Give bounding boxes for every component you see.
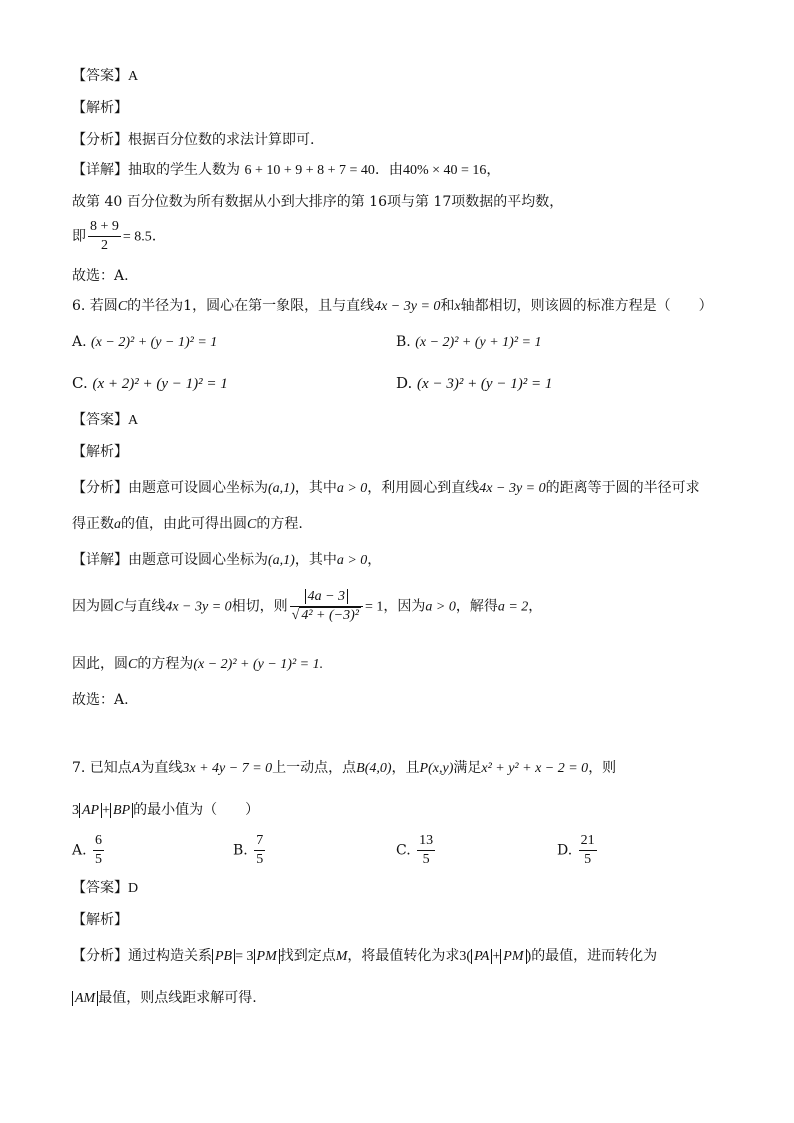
line-equation: 4x − 3y = 0	[374, 299, 441, 314]
math-var: x	[454, 299, 461, 314]
q7-option-d	[557, 832, 599, 869]
distance-fraction	[290, 588, 363, 625]
q6-option-b	[396, 332, 541, 353]
fraction-denominator: 5	[422, 852, 430, 867]
option-fraction	[579, 832, 597, 869]
answer-tag: 【答案】	[72, 880, 128, 896]
q7-stem-line2	[72, 800, 259, 821]
option-label: C.	[72, 374, 88, 392]
q6-stem	[72, 296, 713, 317]
abs-am: AM	[72, 991, 98, 1006]
option-fraction	[417, 832, 435, 869]
stem-text: 6. 若圆	[72, 298, 118, 314]
line-equation: 4x − 3y = 0	[479, 481, 546, 496]
q5-fenxi-line	[72, 130, 314, 150]
option-label: D.	[557, 842, 573, 859]
q7-fenxi-line2	[72, 988, 257, 1009]
q6-xiangjie-line	[72, 550, 381, 571]
punctuation: ，	[367, 552, 382, 568]
xiangjie-text: ．由	[374, 162, 403, 178]
condition: a > 0	[425, 599, 456, 615]
fenxi-tag: 【分析】	[72, 948, 128, 964]
q5-answer-line	[72, 66, 138, 87]
xiangjie-text: 的方程为	[137, 656, 194, 672]
percent-expression: 40% × 40 = 16	[402, 163, 487, 178]
fraction-numerator: 8 + 9	[88, 218, 121, 237]
fenxi-tag: 【分析】	[72, 480, 128, 496]
answer-tag: 【答案】	[72, 412, 128, 428]
q5-xiangjie-line	[72, 160, 500, 181]
xiangjie-text: 由题意可设圆心坐标为	[128, 552, 268, 568]
abs-expression: 4a − 3	[305, 589, 348, 604]
sqrt-expression: 4² + (−3)²	[301, 608, 359, 623]
punctuation: ．	[151, 228, 166, 245]
q7-answer-line	[72, 878, 138, 899]
q6-option-a	[72, 332, 217, 353]
q7-option-c	[396, 832, 437, 869]
q5-result-line	[72, 218, 166, 255]
option-fraction	[93, 832, 104, 869]
fraction-denominator: 5	[256, 852, 264, 867]
fraction-denominator: 5	[584, 852, 592, 867]
fraction-numerator: 13	[417, 832, 435, 851]
fraction-numerator: 21	[579, 832, 597, 851]
stem-text: 7. 已知点	[72, 760, 132, 776]
abs-pb: PB	[212, 949, 235, 964]
fraction-numerator: 7	[254, 832, 265, 851]
q6-fenxi-line	[72, 478, 700, 499]
math-var: C	[114, 599, 124, 615]
stem-text: ，且	[391, 760, 420, 776]
sum-expression: 6 + 10 + 9 + 8 + 7 = 40	[244, 163, 375, 178]
xiangjie-text: ，其中	[294, 552, 337, 568]
punctuation: ，	[486, 162, 501, 178]
xiangjie-text: 因此，圆	[72, 656, 128, 672]
q5-percentile-line	[72, 192, 563, 212]
stem-text: 上一动点，点	[272, 760, 357, 776]
option-label: A.	[72, 334, 87, 350]
abs-bp: BP	[110, 803, 133, 818]
abs-pm: PM	[500, 949, 526, 964]
xiangjie-text: ，解得	[455, 598, 498, 615]
xiangjie-tag: 【详解】	[72, 552, 128, 568]
punctuation: ，	[528, 598, 543, 615]
option-fraction	[254, 832, 265, 869]
option-label: C.	[396, 842, 411, 859]
fraction-denominator: √ 4² + (−3)²	[291, 608, 359, 623]
distance-result: = 1	[364, 599, 384, 615]
q6-option-d	[396, 373, 552, 394]
option-label: A.	[72, 842, 87, 859]
fraction-numerator	[290, 588, 363, 607]
xiangjie-text: 相切，则	[231, 598, 288, 615]
q5-guxuan-line	[72, 266, 129, 286]
stem-text: ，则	[588, 760, 617, 776]
fenxi-text: 的方程.	[256, 516, 303, 532]
condition: a > 0	[336, 481, 368, 496]
analysis-tag: 【解析】	[72, 100, 128, 116]
q7-option-a	[72, 832, 106, 869]
point-p: P(x,y)	[419, 761, 454, 776]
abs-pa: PA	[471, 949, 492, 964]
choice-conclusion: 故选：A.	[72, 692, 129, 708]
math-var: a	[114, 517, 121, 532]
fenxi-text: 由题意可设圆心坐标为	[128, 480, 268, 496]
stem-text: 的最小值为（ ）	[133, 802, 260, 818]
stem-text: 为直线	[140, 760, 183, 776]
q7-option-b	[233, 832, 267, 869]
q7-stem	[72, 758, 616, 779]
operator: +	[492, 949, 501, 964]
option-expression: (x − 2)² + (y + 1)² = 1	[415, 335, 542, 350]
operator: +	[102, 803, 111, 818]
stem-text: 和	[440, 298, 455, 314]
fenxi-text: 通过构造关系	[128, 948, 212, 964]
fraction-denominator: 2	[100, 238, 108, 253]
math-var: M	[335, 949, 348, 964]
option-expression: (x + 2)² + (y − 1)² = 1	[92, 376, 228, 392]
math-var: C	[247, 517, 257, 532]
fenxi-tag: 【分析】	[72, 132, 128, 148]
fenxi-text: ，将最值转化为求	[347, 948, 460, 964]
circle-equation: x² + y² + x − 2 = 0	[481, 761, 589, 776]
fenxi-text: ，其中	[294, 480, 337, 496]
center-coord: (a,1)	[268, 481, 295, 496]
math-var: A	[131, 761, 141, 776]
q6-option-c	[72, 373, 228, 394]
line-equation: 4x − 3y = 0	[165, 599, 232, 615]
xiangjie-text: 抽取的学生人数为	[128, 162, 240, 178]
q6-analysis-line	[72, 442, 128, 462]
math-var: C	[117, 299, 128, 314]
coefficient: 3	[72, 803, 79, 818]
option-expression: (x − 3)² + (y − 1)² = 1	[417, 376, 553, 392]
q6-conclusion-line	[72, 654, 323, 675]
analysis-tag: 【解析】	[72, 444, 128, 460]
xiangjie-text: ，因为	[383, 598, 426, 615]
answer-value: A	[128, 69, 139, 84]
fenxi-text: 的值，由此可得出圆	[121, 516, 247, 532]
result-prefix: 即	[72, 228, 86, 245]
fraction-numerator: 6	[93, 832, 104, 851]
stem-text: 轴都相切，则该圆的标准方程是（ ）	[460, 298, 713, 314]
fenxi-text: 找到定点	[279, 948, 336, 964]
xiangjie-tag: 【详解】	[72, 162, 128, 178]
option-expression: (x − 2)² + (y − 1)² = 1	[91, 335, 218, 350]
stem-text: 满足	[453, 760, 482, 776]
condition: a > 0	[336, 553, 368, 568]
point-b: B(4,0)	[356, 761, 392, 776]
fenxi-text: ，利用圆心到直线	[367, 480, 480, 496]
final-equation: (x − 2)² + (y − 1)² = 1.	[193, 657, 324, 672]
answer-tag: 【答案】	[72, 68, 128, 84]
fenxi-text: 的最值，进而转化为	[531, 948, 658, 964]
fenxi-text: 根据百分位数的求法计算即可.	[128, 132, 315, 148]
fraction-denominator: 5	[95, 852, 103, 867]
xiangjie-text: 因为圆	[72, 598, 114, 615]
percentile-text: 故第 40 百分位数为所有数据从小到大排序的第 16项与第 17项数据的平均数，	[72, 194, 564, 210]
fenxi-text: 最值，则点线距求解可得.	[98, 990, 257, 1006]
xiangjie-text: 与直线	[123, 598, 166, 615]
option-label: B.	[396, 334, 411, 350]
option-label: D.	[396, 374, 413, 392]
center-coord: (a,1)	[268, 553, 295, 568]
fraction	[88, 218, 121, 255]
abs-ap: AP	[79, 803, 102, 818]
q5-analysis-line	[72, 98, 128, 118]
choice-conclusion: 故选：A.	[72, 268, 129, 284]
q6-answer-line	[72, 410, 138, 431]
q6-distance-line	[72, 588, 542, 625]
answer-value: A	[128, 413, 139, 428]
option-label: B.	[233, 842, 248, 859]
abs-pm: PM	[254, 949, 280, 964]
fenxi-text: 得正数	[72, 516, 114, 532]
solution-value: a = 2	[497, 599, 529, 615]
q6-fenxi-line2	[72, 514, 303, 535]
fenxi-text: 的距离等于圆的半径可求	[545, 480, 700, 496]
q7-analysis-line	[72, 910, 128, 930]
analysis-tag: 【解析】	[72, 912, 128, 928]
relation: = 3	[235, 949, 254, 964]
q7-fenxi-line: 【分析】通过构造关系 PB = 3 PM 找到定点M，将最值转化为求3( PA + PM )的最值，进而转化为	[72, 948, 658, 964]
coefficient: 3	[459, 949, 467, 964]
stem-text: 的半径为1，圆心在第一象限，且与直线	[127, 298, 375, 314]
fraction-result: = 8.5	[122, 229, 152, 245]
answer-value: D	[128, 881, 139, 896]
math-var: C	[128, 657, 138, 672]
line-equation: 3x + 4y − 7 = 0	[182, 761, 273, 776]
q6-guxuan-line	[72, 690, 129, 710]
